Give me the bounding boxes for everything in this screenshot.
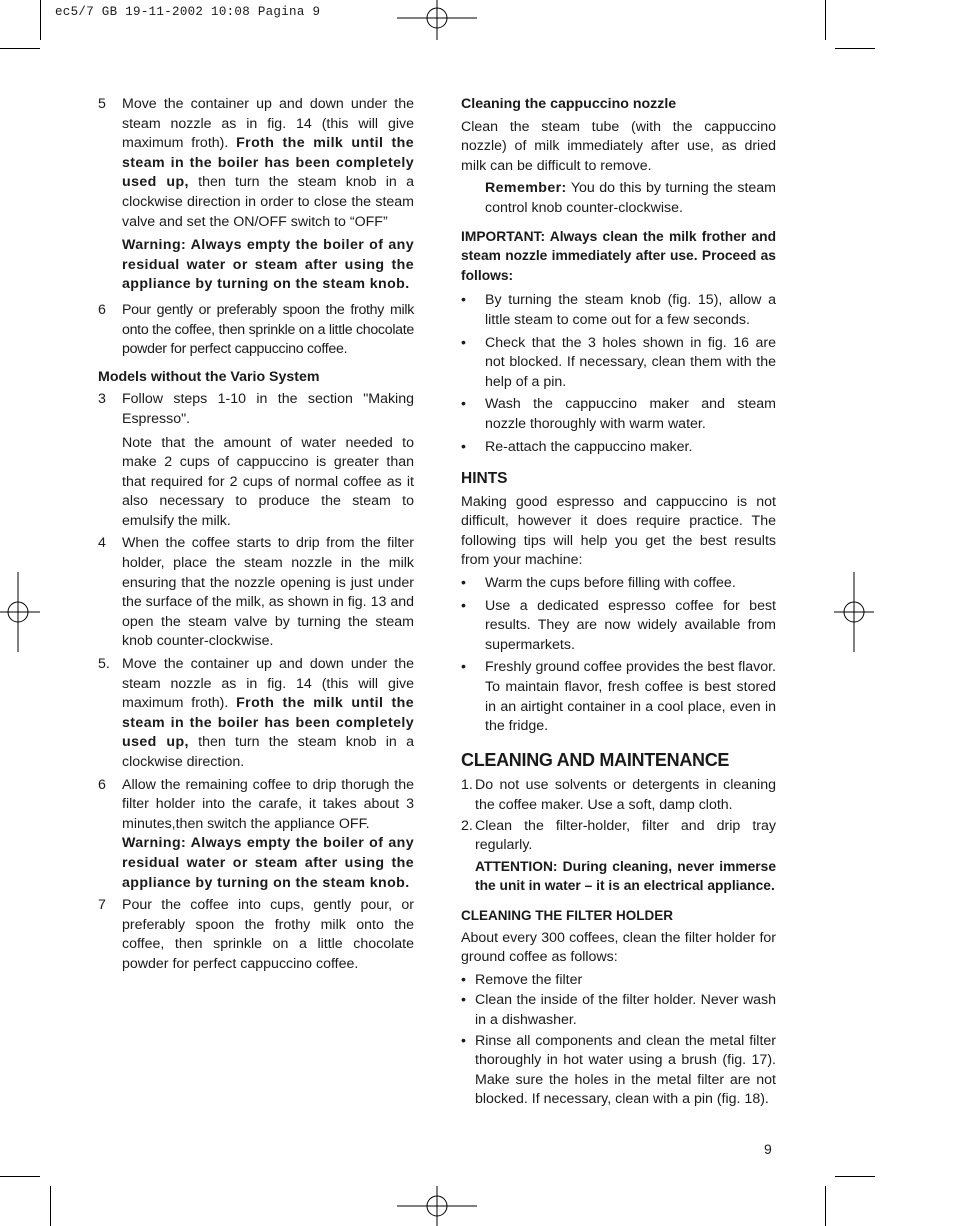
hints-list [461, 574, 776, 737]
maintenance-heading: CLEANING AND MAINTENANCE [461, 749, 730, 770]
step-6-first: 6 Pour gently or preferably spoon the frothy milk onto the coffee, then sprinkle on a little chocolate powder for perfect cappuccino coffee. [98, 301, 414, 358]
step-6-second: 6 Allow the remaining coffee to drip thorugh the filter holder into the carafe, it takes about 3 minutes,then switch the appliance OFF. [98, 776, 414, 832]
registration-mark-bottom [397, 1186, 477, 1226]
vario-heading: Models without the Vario System [98, 368, 320, 385]
list-item: • Re-attach the cappuccino maker. [461, 438, 693, 455]
hints-heading: HINTS [461, 470, 508, 488]
print-slug: ec5/7 GB 19-11-2002 10:08 Pagina 9 [55, 5, 321, 19]
registration-mark-top [397, 0, 477, 40]
cleaning-steps-list [461, 291, 776, 457]
list-item: 1. Do not use solvents or detergents in cleaning the coffee maker. Use a soft, damp cloth. [461, 777, 776, 813]
registration-mark-left [0, 572, 40, 652]
important-notice: IMPORTANT: Always clean the milk frother and steam nozzle immediately after use. Proceed as follows: [461, 228, 776, 283]
list-item: • Clean the inside of the filter holder. Never wash in a dishwasher. [461, 992, 776, 1028]
filter-intro: About every 300 coffees, clean the filter holder for ground coffee as follows: [461, 929, 776, 966]
step-5-second: 5. Move the container up and down under the steam nozzle as in fig. 14 (this will give maximum froth). Froth the milk until the steam in the boiler has been completely used up, then turn the steam knob in a clockwise direction. [98, 656, 414, 770]
step-5-first: 5 Move the container up and down under the steam nozzle as in fig. 14 (this will give maximum froth). Froth the milk until the steam in the boiler has been completely used up, then turn the steam knob in a clockwise direction in order to close the steam valve and set the ON/OFF switch to “OFF” [98, 96, 414, 230]
list-item: • Rinse all components and clean the metal filter thoroughly in hot water using a brush (fig. 17). Make sure the holes in the metal filter are not blocked. If necessary, clean with a pin (fig. 18). [461, 1032, 776, 1108]
list-item: • Freshly ground coffee provides the best flavor. To maintain flavor, fresh coffee is best stored in an airtight container in a cool place, even in the fridge. [461, 659, 776, 735]
step-number: 5 [98, 96, 106, 112]
nozzle-heading: Cleaning the cappuccino nozzle [461, 96, 677, 112]
filter-steps-list [461, 971, 776, 1110]
list-item: • Check that the 3 holes shown in fig. 16 are not blocked. If necessary, clean them with the help of a pin. [461, 334, 776, 390]
note-water-amount: Note that the amount of water needed to make 2 cups of cappuccino is greater than that required for 2 cups of normal coffee as it also necessary to produce the steam to emulsify the milk. [122, 434, 414, 529]
right-column [461, 95, 776, 1111]
remember-note: Remember: You do this by turning the steam control knob counter-clockwise. [485, 180, 776, 216]
list-item: • Warm the cups before filling with coffee. [461, 575, 736, 592]
warning-boiler-2: Warning: Always empty the boiler of any residual water or steam after using the appliance by turning on the steam knob. [122, 835, 414, 891]
filter-holder-heading: CLEANING THE FILTER HOLDER [461, 907, 673, 923]
list-item: • Use a dedicated espresso coffee for best results. They are now widely available from supermarkets. [461, 597, 776, 653]
left-column [98, 95, 414, 978]
page-number: 9 [764, 1141, 772, 1157]
step-4: 4 When the coffee starts to drip from the filter holder, place the steam nozzle in the milk ensuring that the nozzle opening is just under the surface of the milk, as shown in fig. 13 and open the steam valve by turning the steam knob counter-clockwise. [98, 535, 414, 650]
list-item: • Remove the filter [461, 971, 583, 988]
list-item: • By turning the steam knob (fig. 15), allow a little steam to come out for a few seconds. [461, 292, 776, 328]
list-item: 2. Clean the filter-holder, filter and drip tray regularly. [461, 817, 776, 854]
registration-mark-right [834, 572, 874, 652]
warning-boiler-1: Warning: Always empty the boiler of any residual water or steam after using the appliance by turning on the steam knob. [122, 237, 414, 293]
list-item: • Wash the cappuccino maker and steam nozzle thoroughly with warm water. [461, 396, 776, 432]
step-3: 3 Follow steps 1-10 in the section "Making Espresso". [98, 391, 414, 427]
attention-notice: ATTENTION: During cleaning, never immerse the unit in water – it is an electrical appliance. [475, 858, 776, 894]
nozzle-text: Clean the steam tube (with the cappuccino nozzle) of milk immediately after use, as dried milk can be difficult to remove. [461, 118, 776, 174]
step-7: 7 Pour the coffee into cups, gently pour, or preferably spoon the frothy milk onto the coffee, then sprinkle on a little chocolate powder for perfect cappuccino coffee. [98, 897, 414, 972]
maintenance-list [461, 776, 776, 855]
hints-intro: Making good espresso and cappuccino is not difficult, however it does require practice. The following tips will help you get the best results from your machine: [461, 493, 776, 569]
